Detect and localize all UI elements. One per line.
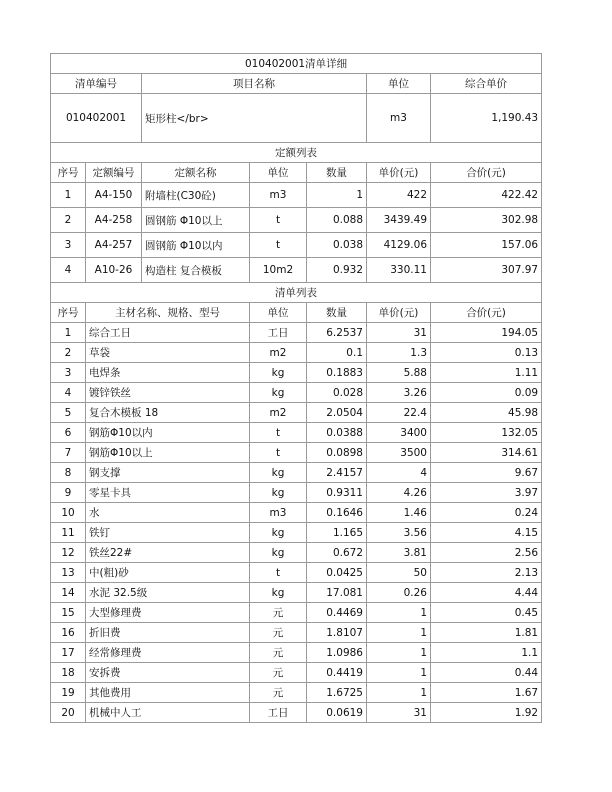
material-col-total: 合价(元) xyxy=(431,303,542,323)
quota-unit: m3 xyxy=(250,183,307,208)
material-row xyxy=(51,683,542,703)
material-unit: kg xyxy=(250,463,307,483)
material-row xyxy=(51,703,542,723)
material-price: 31 xyxy=(367,703,431,723)
material-unit: 元 xyxy=(250,663,307,683)
material-row xyxy=(51,643,542,663)
quota-price: 422 xyxy=(367,183,431,208)
material-total: 194.05 xyxy=(431,323,542,343)
quota-unit: t xyxy=(250,233,307,258)
quota-section-title: 定额列表 xyxy=(51,143,542,163)
material-name: 钢筋Φ10以上 xyxy=(86,443,250,463)
quota-no: 4 xyxy=(51,258,86,283)
material-row xyxy=(51,623,542,643)
material-unit: 工日 xyxy=(250,703,307,723)
material-unit: t xyxy=(250,563,307,583)
price-header: 综合单价 xyxy=(431,74,542,94)
material-row xyxy=(51,503,542,523)
material-no: 3 xyxy=(51,363,86,383)
quota-row xyxy=(51,258,542,283)
material-unit: m3 xyxy=(250,503,307,523)
material-no: 20 xyxy=(51,703,86,723)
material-section-title-row xyxy=(51,283,542,303)
material-total: 132.05 xyxy=(431,423,542,443)
page-title: 010402001清单详细 xyxy=(51,54,542,74)
material-qty: 0.1646 xyxy=(307,503,367,523)
quota-col-no: 序号 xyxy=(51,163,86,183)
material-col-qty: 数量 xyxy=(307,303,367,323)
material-price: 3.26 xyxy=(367,383,431,403)
material-name: 中(粗)砂 xyxy=(86,563,250,583)
material-no: 19 xyxy=(51,683,86,703)
material-qty: 17.081 xyxy=(307,583,367,603)
material-unit: kg xyxy=(250,523,307,543)
material-name: 安拆费 xyxy=(86,663,250,683)
material-row xyxy=(51,363,542,383)
material-price: 3.81 xyxy=(367,543,431,563)
material-qty: 0.672 xyxy=(307,543,367,563)
material-col-price: 单价(元) xyxy=(367,303,431,323)
material-no: 17 xyxy=(51,643,86,663)
material-unit: kg xyxy=(250,543,307,563)
quota-name: 构造柱 复合模板 xyxy=(142,258,250,283)
code-header: 清单编号 xyxy=(51,74,142,94)
quota-row xyxy=(51,233,542,258)
material-qty: 0.028 xyxy=(307,383,367,403)
material-name: 钢筋Φ10以内 xyxy=(86,423,250,443)
material-qty: 1.165 xyxy=(307,523,367,543)
material-col-unit: 单位 xyxy=(250,303,307,323)
material-total: 4.44 xyxy=(431,583,542,603)
material-no: 6 xyxy=(51,423,86,443)
material-total: 0.45 xyxy=(431,603,542,623)
material-total: 1.81 xyxy=(431,623,542,643)
material-unit: 元 xyxy=(250,623,307,643)
material-total: 1.92 xyxy=(431,703,542,723)
bill-detail-table xyxy=(50,53,542,723)
material-total: 3.97 xyxy=(431,483,542,503)
item-price: 1,190.43 xyxy=(431,94,542,143)
item-name: 矩形柱</br> xyxy=(142,94,367,143)
material-price: 31 xyxy=(367,323,431,343)
material-unit: m2 xyxy=(250,343,307,363)
material-unit: 元 xyxy=(250,683,307,703)
material-unit: 元 xyxy=(250,643,307,663)
material-qty: 6.2537 xyxy=(307,323,367,343)
material-name: 铁钉 xyxy=(86,523,250,543)
material-name: 水泥 32.5级 xyxy=(86,583,250,603)
material-section-title: 清单列表 xyxy=(51,283,542,303)
material-qty: 0.4469 xyxy=(307,603,367,623)
material-name: 草袋 xyxy=(86,343,250,363)
quota-row xyxy=(51,183,542,208)
material-row xyxy=(51,603,542,623)
material-price: 1 xyxy=(367,663,431,683)
material-qty: 0.0898 xyxy=(307,443,367,463)
material-qty: 0.0425 xyxy=(307,563,367,583)
material-unit: 元 xyxy=(250,603,307,623)
material-no: 13 xyxy=(51,563,86,583)
material-price: 4.26 xyxy=(367,483,431,503)
material-row xyxy=(51,523,542,543)
material-price: 50 xyxy=(367,563,431,583)
quota-code: A10-26 xyxy=(86,258,142,283)
material-price: 1 xyxy=(367,603,431,623)
material-unit: m2 xyxy=(250,403,307,423)
quota-code: A4-257 xyxy=(86,233,142,258)
material-no: 11 xyxy=(51,523,86,543)
quota-no: 1 xyxy=(51,183,86,208)
material-row xyxy=(51,423,542,443)
material-row xyxy=(51,483,542,503)
material-name: 电焊条 xyxy=(86,363,250,383)
material-unit: kg xyxy=(250,383,307,403)
material-price: 3400 xyxy=(367,423,431,443)
material-no: 12 xyxy=(51,543,86,563)
material-no: 18 xyxy=(51,663,86,683)
material-total: 9.67 xyxy=(431,463,542,483)
quota-col-total: 合价(元) xyxy=(431,163,542,183)
quota-total: 157.06 xyxy=(431,233,542,258)
material-price: 3.56 xyxy=(367,523,431,543)
material-price: 4 xyxy=(367,463,431,483)
material-unit: 工日 xyxy=(250,323,307,343)
quota-price: 4129.06 xyxy=(367,233,431,258)
material-name: 零星卡具 xyxy=(86,483,250,503)
material-name: 镀锌铁丝 xyxy=(86,383,250,403)
quota-total: 307.97 xyxy=(431,258,542,283)
material-qty: 0.1 xyxy=(307,343,367,363)
material-price: 3500 xyxy=(367,443,431,463)
material-row xyxy=(51,563,542,583)
material-qty: 0.9311 xyxy=(307,483,367,503)
quota-col-unit: 单位 xyxy=(250,163,307,183)
material-total: 1.11 xyxy=(431,363,542,383)
material-unit: kg xyxy=(250,583,307,603)
material-total: 0.44 xyxy=(431,663,542,683)
material-unit: t xyxy=(250,443,307,463)
header-row xyxy=(51,74,542,94)
material-name: 折旧费 xyxy=(86,623,250,643)
quota-qty: 1 xyxy=(307,183,367,208)
bill-detail-sheet xyxy=(50,53,541,723)
quota-no: 3 xyxy=(51,233,86,258)
quota-code: A4-150 xyxy=(86,183,142,208)
material-name: 钢支撑 xyxy=(86,463,250,483)
material-no: 5 xyxy=(51,403,86,423)
quota-qty: 0.038 xyxy=(307,233,367,258)
material-total: 0.13 xyxy=(431,343,542,363)
quota-qty: 0.932 xyxy=(307,258,367,283)
material-price: 1 xyxy=(367,623,431,643)
quota-price: 330.11 xyxy=(367,258,431,283)
quota-unit: t xyxy=(250,208,307,233)
material-unit: t xyxy=(250,423,307,443)
material-no: 9 xyxy=(51,483,86,503)
material-no: 1 xyxy=(51,323,86,343)
material-qty: 1.0986 xyxy=(307,643,367,663)
quota-price: 3439.49 xyxy=(367,208,431,233)
material-name: 机械中人工 xyxy=(86,703,250,723)
item-code: 010402001 xyxy=(51,94,142,143)
material-no: 10 xyxy=(51,503,86,523)
material-qty: 0.4419 xyxy=(307,663,367,683)
quota-section-title-row xyxy=(51,143,542,163)
material-qty: 2.0504 xyxy=(307,403,367,423)
unit-header: 单位 xyxy=(367,74,431,94)
quota-total: 422.42 xyxy=(431,183,542,208)
material-name: 经常修理费 xyxy=(86,643,250,663)
quota-col-qty: 数量 xyxy=(307,163,367,183)
material-no: 4 xyxy=(51,383,86,403)
material-qty: 0.0619 xyxy=(307,703,367,723)
name-header: 项目名称 xyxy=(142,74,367,94)
material-name: 大型修理费 xyxy=(86,603,250,623)
material-no: 16 xyxy=(51,623,86,643)
material-price: 1 xyxy=(367,643,431,663)
material-qty: 1.6725 xyxy=(307,683,367,703)
quota-column-header-row xyxy=(51,163,542,183)
material-col-no: 序号 xyxy=(51,303,86,323)
material-total: 1.67 xyxy=(431,683,542,703)
quota-name: 圆钢筋 Φ10以内 xyxy=(142,233,250,258)
title-row xyxy=(51,54,542,74)
material-row xyxy=(51,463,542,483)
material-row xyxy=(51,403,542,423)
material-no: 7 xyxy=(51,443,86,463)
quota-qty: 0.088 xyxy=(307,208,367,233)
material-total: 0.24 xyxy=(431,503,542,523)
material-row xyxy=(51,583,542,603)
material-no: 2 xyxy=(51,343,86,363)
material-no: 15 xyxy=(51,603,86,623)
material-row xyxy=(51,663,542,683)
item-row xyxy=(51,94,542,143)
material-price: 1 xyxy=(367,683,431,703)
material-price: 5.88 xyxy=(367,363,431,383)
material-name: 其他费用 xyxy=(86,683,250,703)
quota-total: 302.98 xyxy=(431,208,542,233)
material-row xyxy=(51,443,542,463)
material-total: 4.15 xyxy=(431,523,542,543)
material-qty: 1.8107 xyxy=(307,623,367,643)
quota-code: A4-258 xyxy=(86,208,142,233)
material-total: 1.1 xyxy=(431,643,542,663)
material-name: 铁丝22# xyxy=(86,543,250,563)
item-unit: m3 xyxy=(367,94,431,143)
material-name: 综合工日 xyxy=(86,323,250,343)
material-qty: 0.0388 xyxy=(307,423,367,443)
material-price: 22.4 xyxy=(367,403,431,423)
material-qty: 2.4157 xyxy=(307,463,367,483)
quota-row xyxy=(51,208,542,233)
quota-col-name: 定额名称 xyxy=(142,163,250,183)
material-row xyxy=(51,323,542,343)
material-total: 2.56 xyxy=(431,543,542,563)
material-no: 14 xyxy=(51,583,86,603)
material-col-name: 主材名称、规格、型号 xyxy=(86,303,250,323)
quota-no: 2 xyxy=(51,208,86,233)
material-name: 复合木模板 18 xyxy=(86,403,250,423)
material-no: 8 xyxy=(51,463,86,483)
material-price: 1.3 xyxy=(367,343,431,363)
material-row xyxy=(51,543,542,563)
material-name: 水 xyxy=(86,503,250,523)
material-row xyxy=(51,383,542,403)
material-price: 0.26 xyxy=(367,583,431,603)
material-row xyxy=(51,343,542,363)
material-total: 314.61 xyxy=(431,443,542,463)
material-total: 0.09 xyxy=(431,383,542,403)
material-total: 45.98 xyxy=(431,403,542,423)
quota-name: 圆钢筋 Φ10以上 xyxy=(142,208,250,233)
quota-col-code: 定额编号 xyxy=(86,163,142,183)
material-column-header-row xyxy=(51,303,542,323)
material-unit: kg xyxy=(250,363,307,383)
material-qty: 0.1883 xyxy=(307,363,367,383)
quota-unit: 10m2 xyxy=(250,258,307,283)
material-price: 1.46 xyxy=(367,503,431,523)
quota-name: 附墙柱(C30砼) xyxy=(142,183,250,208)
material-unit: kg xyxy=(250,483,307,503)
material-total: 2.13 xyxy=(431,563,542,583)
quota-col-price: 单价(元) xyxy=(367,163,431,183)
